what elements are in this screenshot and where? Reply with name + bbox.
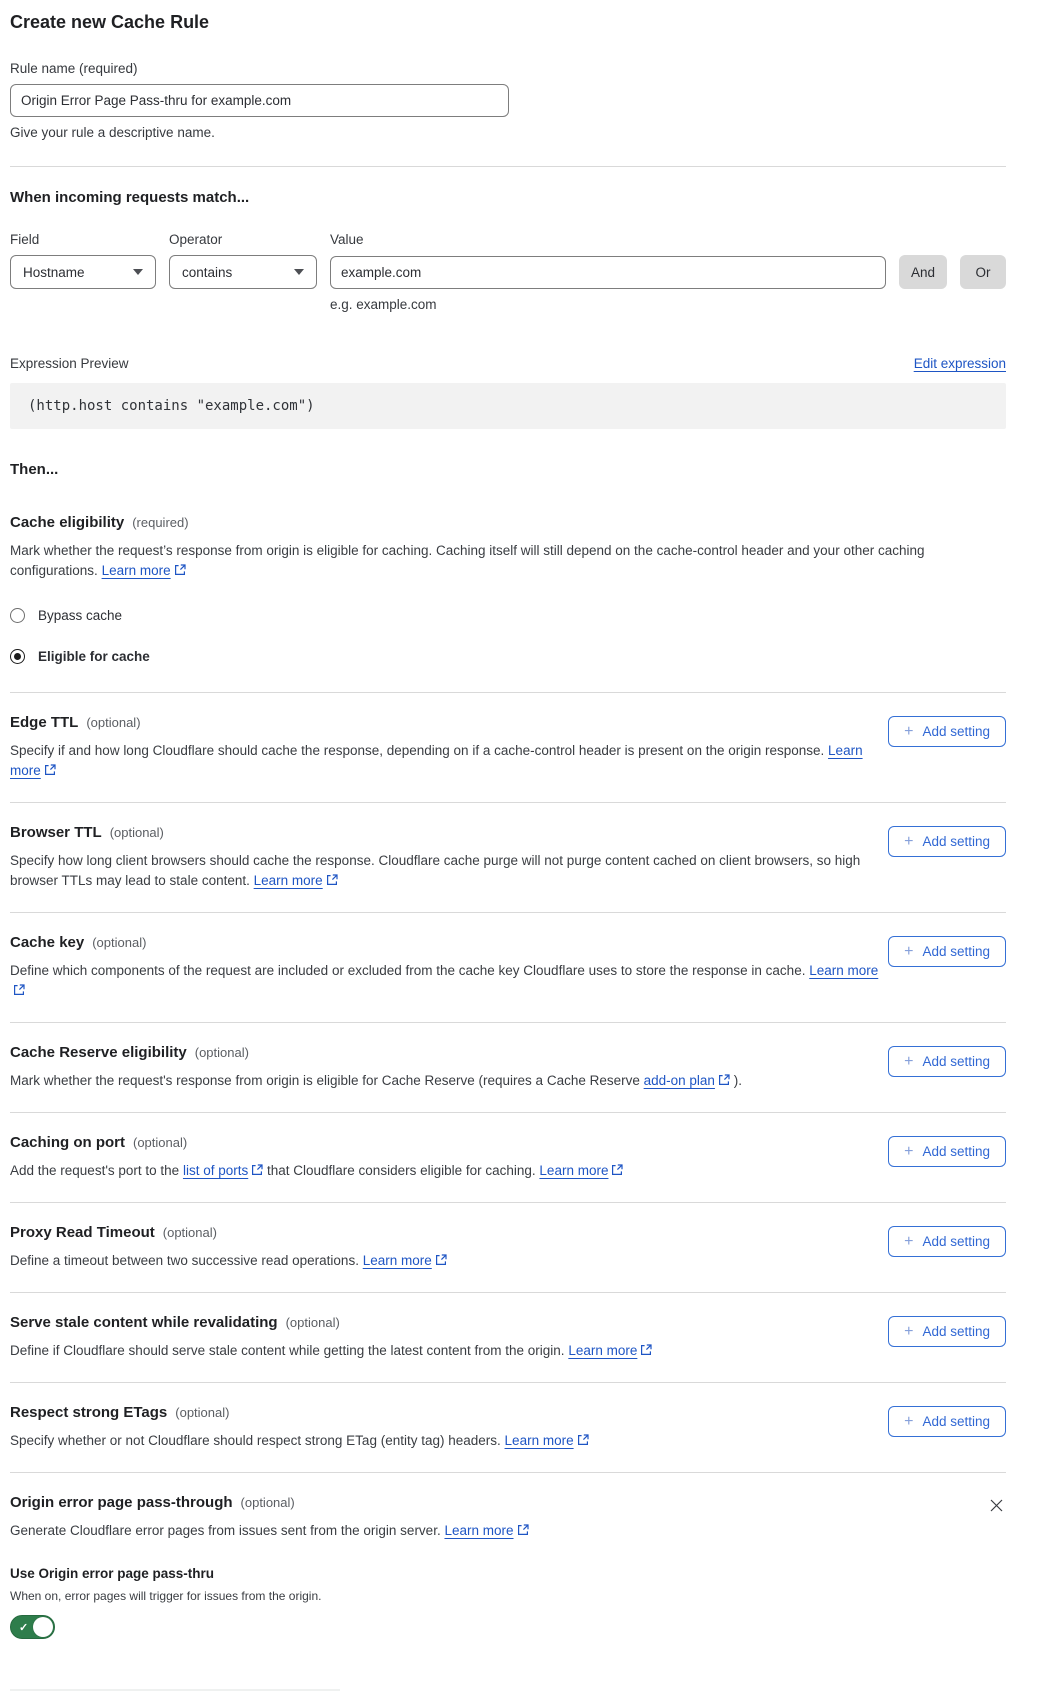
caching-on-port-desc-mid: that Cloudflare considers eligible for caching. — [267, 1163, 536, 1178]
add-setting-button-serve-stale[interactable] — [888, 1316, 1006, 1347]
edge-ttl-desc — [10, 741, 888, 782]
respect-etags-desc-text: Specify whether or not Cloudflare should respect strong ETag (entity tag) headers. — [10, 1433, 501, 1448]
caching-on-port-desc-text: Add the request's port to the — [10, 1163, 180, 1178]
matcher-section — [10, 189, 1006, 312]
section-cache-reserve — [10, 1022, 1006, 1112]
external-link-icon — [517, 1522, 529, 1542]
origin-error-toggle[interactable] — [10, 1615, 55, 1639]
add-setting-label: Add setting — [922, 1054, 990, 1069]
chevron-down-icon — [294, 269, 304, 275]
radio-circle-checked — [10, 649, 25, 664]
learn-more-link[interactable]: Learn more — [101, 563, 171, 578]
or-button[interactable]: Or — [960, 255, 1006, 289]
external-link-icon — [611, 1162, 623, 1182]
cache-eligibility-desc-text: Mark whether the request’s response from origin is eligible for caching. Caching itself will still depend on the cache-control header and your other caching configurations. — [10, 543, 925, 578]
cache-reserve-desc — [10, 1071, 742, 1092]
external-link-icon — [13, 982, 25, 1002]
rule-name-input[interactable] — [10, 84, 509, 117]
cache-key-desc-text: Define which components of the request are included or excluded from the cache key Cloudflare uses to store the response in cache. — [10, 963, 806, 978]
add-setting-label: Add setting — [922, 1324, 990, 1339]
radio-eligible-for-cache[interactable] — [10, 649, 1006, 664]
external-link-icon — [718, 1072, 730, 1092]
external-link-icon — [577, 1432, 589, 1452]
optional-tag: (optional) — [175, 1405, 230, 1420]
add-setting-label: Add setting — [922, 1144, 990, 1159]
origin-error-toggle-label: Use Origin error page pass-thru — [10, 1566, 215, 1581]
plus-icon: + — [904, 942, 914, 960]
cache-key-title: Cache key — [10, 934, 85, 951]
add-setting-button-proxy-read-timeout[interactable] — [888, 1226, 1006, 1257]
proxy-read-timeout-title: Proxy Read Timeout — [10, 1224, 155, 1241]
then-heading: Then... — [10, 461, 59, 478]
edge-ttl-title: Edge TTL — [10, 714, 79, 731]
section-edge-ttl — [10, 692, 1006, 802]
expression-preview-row — [10, 356, 1006, 371]
external-link-icon — [435, 1252, 447, 1272]
add-setting-button-cache-key[interactable] — [888, 936, 1006, 967]
add-setting-button-cache-reserve[interactable] — [888, 1046, 1006, 1077]
external-link-icon — [326, 872, 338, 892]
learn-more-link[interactable]: Learn more — [10, 743, 863, 778]
plus-icon: + — [904, 722, 914, 740]
origin-error-title: Origin error page pass-through — [10, 1494, 233, 1511]
operator-select[interactable] — [169, 255, 317, 289]
optional-tag: (optional) — [194, 1045, 249, 1060]
optional-tag: (optional) — [240, 1495, 295, 1510]
expression-preview-label: Expression Preview — [10, 356, 129, 371]
page-title: Create new Cache Rule — [10, 12, 210, 32]
cache-reserve-desc-text: Mark whether the request's response from origin is eligible for Cache Reserve (requires a Cache Reserve — [10, 1073, 640, 1088]
radio-bypass-cache[interactable] — [10, 608, 1006, 623]
value-label: Value — [330, 232, 364, 247]
learn-more-link[interactable]: Learn more — [568, 1343, 638, 1358]
caching-on-port-title: Caching on port — [10, 1134, 125, 1151]
add-setting-label: Add setting — [922, 1414, 990, 1429]
caching-on-port-desc — [10, 1161, 623, 1182]
cache-reserve-title: Cache Reserve eligibility — [10, 1044, 187, 1061]
learn-more-link[interactable]: Learn more — [539, 1163, 609, 1178]
section-caching-on-port — [10, 1112, 1006, 1202]
radio-bypass-label: Bypass cache — [38, 608, 123, 623]
plus-icon: + — [904, 832, 914, 850]
browser-ttl-title: Browser TTL — [10, 824, 102, 841]
external-link-icon — [640, 1342, 652, 1362]
respect-etags-desc — [10, 1431, 589, 1452]
edge-ttl-desc-text: Specify if and how long Cloudflare should cache the response, depending on if a cache-control header is present on the origin response. — [10, 743, 825, 758]
section-respect-etags — [10, 1382, 1006, 1472]
add-on-plan-link[interactable]: add-on plan — [643, 1073, 715, 1088]
value-input[interactable] — [330, 256, 886, 289]
optional-tag: (optional) — [162, 1225, 217, 1240]
matcher-heading: When incoming requests match... — [10, 189, 250, 206]
learn-more-link[interactable]: Learn more — [504, 1433, 574, 1448]
add-setting-button-caching-on-port[interactable] — [888, 1136, 1006, 1167]
add-setting-button-browser-ttl[interactable] — [888, 826, 1006, 857]
cache-eligibility-section — [10, 514, 1006, 664]
proxy-read-timeout-desc — [10, 1251, 447, 1272]
origin-error-desc-text: Generate Cloudflare error pages from issues sent from the origin server. — [10, 1523, 441, 1538]
external-link-icon — [174, 562, 186, 582]
add-setting-label: Add setting — [922, 724, 990, 739]
divider — [10, 166, 1006, 167]
section-cache-key — [10, 912, 1006, 1022]
rule-name-label: Rule name (required) — [10, 61, 138, 76]
section-proxy-read-timeout — [10, 1202, 1006, 1292]
learn-more-link[interactable]: Learn more — [809, 963, 879, 978]
section-origin-error-page — [10, 1472, 1006, 1639]
learn-more-link[interactable]: Learn more — [444, 1523, 514, 1538]
serve-stale-desc-text: Define if Cloudflare should serve stale content while getting the latest content from the origin. — [10, 1343, 565, 1358]
serve-stale-title: Serve stale content while revalidating — [10, 1314, 278, 1331]
value-hint: e.g. example.com — [330, 297, 437, 312]
optional-tag: (optional) — [285, 1315, 340, 1330]
field-select-value: Hostname — [23, 264, 85, 280]
origin-error-toggle-help: When on, error pages will trigger for issues from the origin. — [10, 1589, 322, 1603]
learn-more-link[interactable]: Learn more — [362, 1253, 432, 1268]
edit-expression-link[interactable]: Edit expression — [913, 356, 1006, 371]
check-icon: ✓ — [19, 1621, 29, 1634]
browser-ttl-desc — [10, 851, 888, 892]
toggle-knob — [33, 1617, 53, 1637]
plus-icon: + — [904, 1142, 914, 1160]
optional-tag: (optional) — [109, 825, 164, 840]
field-label: Field — [10, 232, 40, 247]
add-setting-label: Add setting — [922, 1234, 990, 1249]
optional-tag: (optional) — [133, 1135, 188, 1150]
plus-icon: + — [904, 1232, 914, 1250]
optional-tag: (optional) — [86, 715, 141, 730]
required-tag: (required) — [132, 515, 189, 530]
proxy-read-timeout-desc-text: Define a timeout between two successive read operations. — [10, 1253, 359, 1268]
expression-code: (http.host contains "example.com") — [10, 383, 1006, 429]
section-browser-ttl — [10, 802, 1006, 912]
external-link-icon — [44, 762, 56, 782]
learn-more-link[interactable]: Learn more — [253, 873, 323, 888]
and-button[interactable]: And — [899, 255, 947, 289]
add-setting-label: Add setting — [922, 834, 990, 849]
close-icon[interactable] — [987, 1496, 1006, 1520]
cache-eligibility-desc — [10, 541, 990, 582]
rule-name-help: Give your rule a descriptive name. — [10, 125, 215, 140]
origin-error-desc — [10, 1521, 529, 1542]
serve-stale-desc — [10, 1341, 652, 1362]
rule-name-group — [10, 61, 1006, 140]
cache-key-desc — [10, 961, 888, 1002]
plus-icon: + — [904, 1322, 914, 1340]
external-link-icon — [251, 1162, 263, 1182]
optional-settings-list — [10, 692, 1006, 1639]
browser-ttl-desc-text: Specify how long client browsers should cache the response. Cloudflare cache purge will not purge content cached on client browsers, so high browser TTLs may lead to stale content. — [10, 853, 861, 888]
operator-select-value: contains — [182, 264, 233, 280]
section-serve-stale — [10, 1292, 1006, 1382]
add-setting-label: Add setting — [922, 944, 990, 959]
plus-icon: + — [904, 1412, 914, 1430]
list-of-ports-link[interactable]: list of ports — [182, 1163, 249, 1178]
operator-label: Operator — [169, 232, 223, 247]
cache-eligibility-title: Cache eligibility — [10, 514, 125, 531]
optional-tag: (optional) — [92, 935, 147, 950]
chevron-down-icon — [133, 269, 143, 275]
add-setting-button-edge-ttl[interactable] — [888, 716, 1006, 747]
radio-circle-unchecked — [10, 608, 25, 623]
matcher-grid — [10, 232, 1006, 312]
field-select[interactable] — [10, 255, 156, 289]
radio-eligible-label: Eligible for cache — [38, 649, 150, 664]
add-setting-button-respect-etags[interactable] — [888, 1406, 1006, 1437]
plus-icon: + — [904, 1052, 914, 1070]
respect-etags-title: Respect strong ETags — [10, 1404, 168, 1421]
cache-reserve-desc-after: ). — [733, 1073, 742, 1088]
